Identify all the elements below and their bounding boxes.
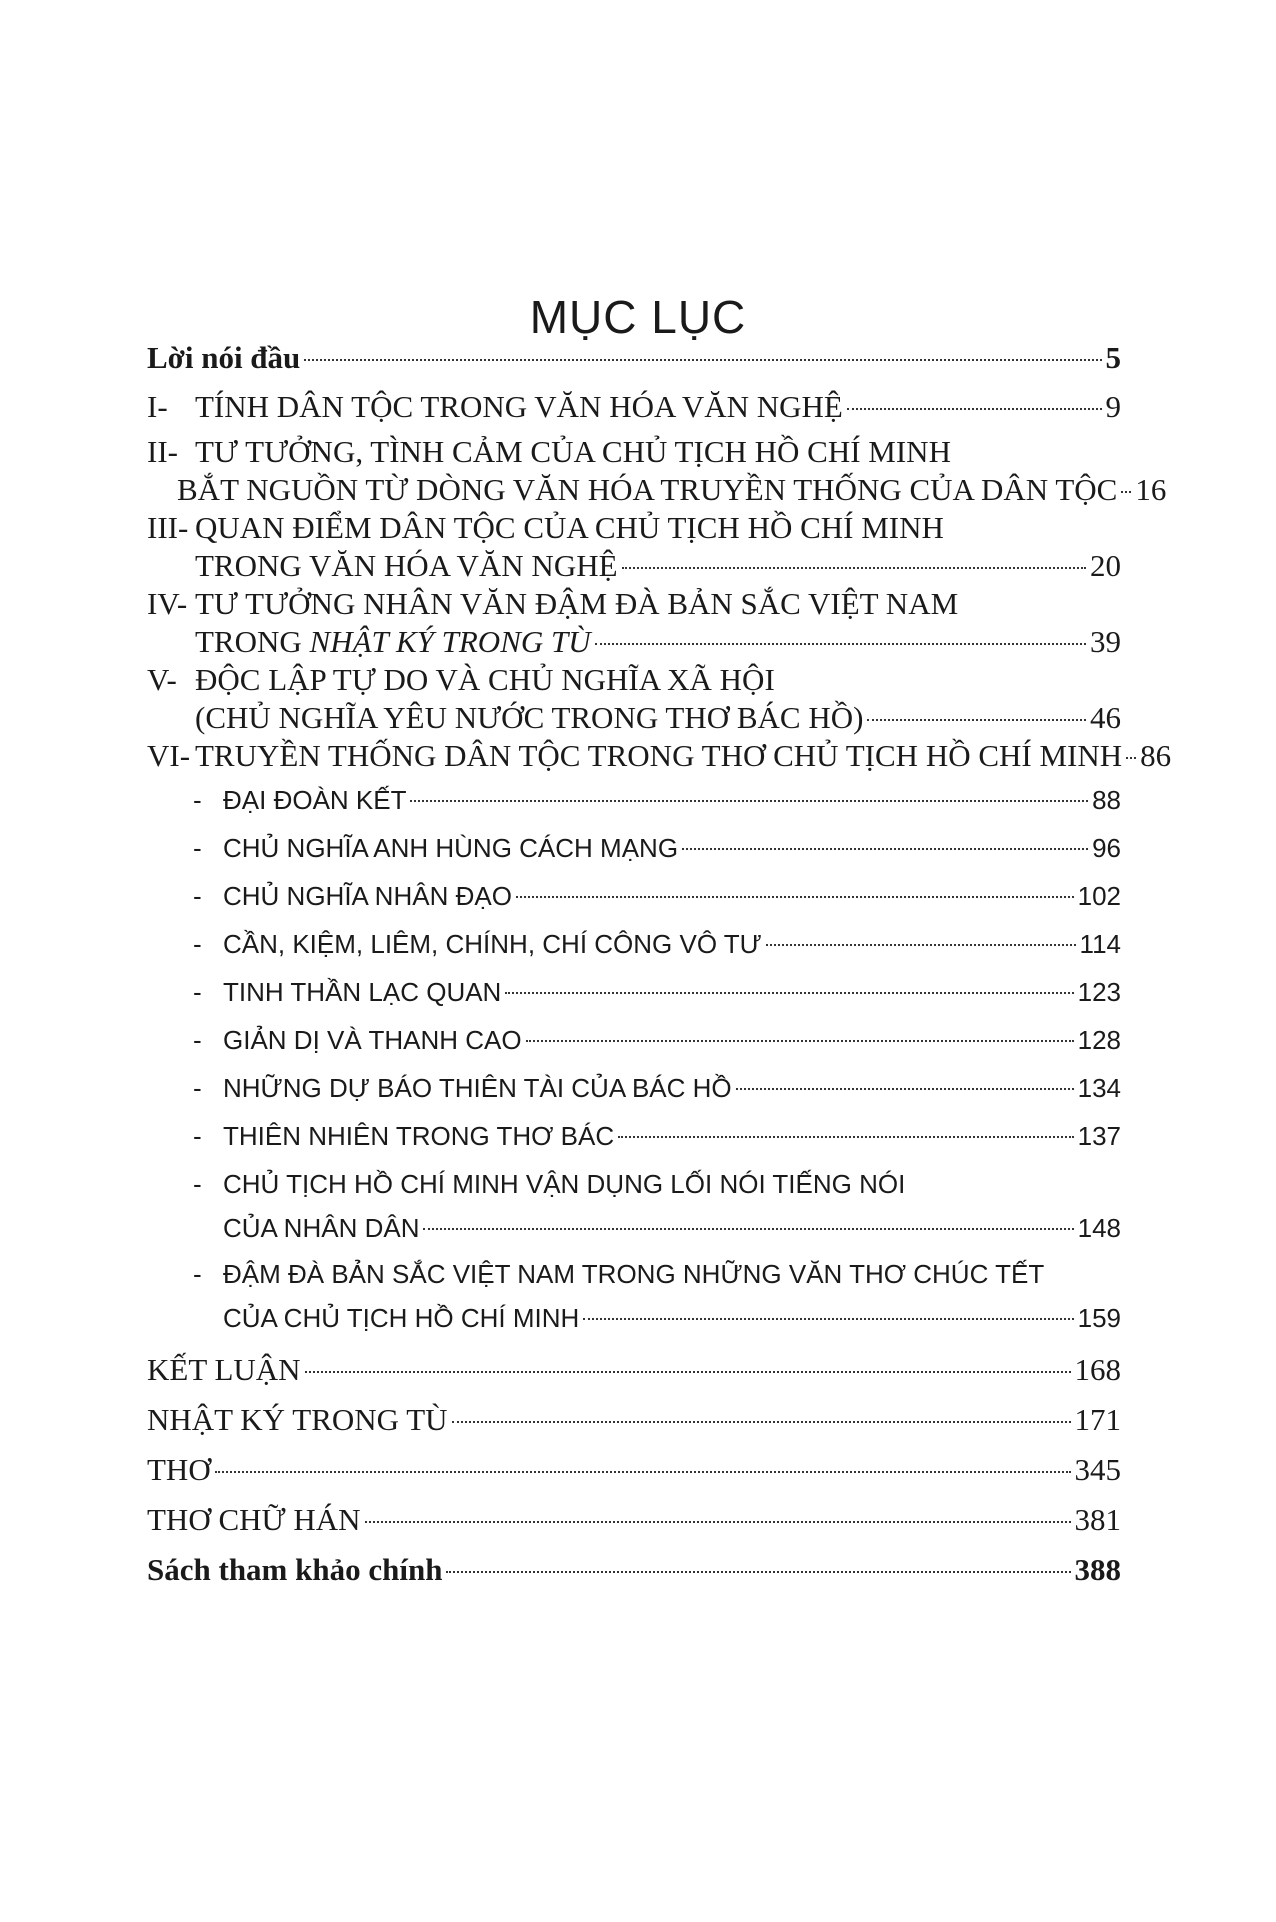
toc-label: THƠ: [147, 1452, 211, 1487]
bullet-dash: -: [193, 1121, 202, 1151]
toc-entry-references[interactable]: [147, 1546, 1121, 1590]
toc-entry-section-1[interactable]: [147, 383, 1121, 427]
dot-leader: [847, 408, 1102, 410]
bullet-dash: -: [193, 833, 202, 863]
toc-page-number: 168: [1074, 1352, 1121, 1387]
toc-subentry[interactable]: [193, 1064, 1121, 1108]
toc-label: TÍNH DÂN TỘC TRONG VĂN HÓA VĂN NGHỆ: [195, 389, 843, 424]
toc-label: THƠ CHỮ HÁN: [147, 1502, 361, 1537]
toc-page-number: 137: [1077, 1121, 1121, 1151]
bullet-dash: -: [193, 881, 202, 911]
toc-entry-preface[interactable]: [147, 334, 1121, 378]
toc-label: TRONG VĂN HÓA VĂN NGHỆ: [195, 548, 618, 583]
toc-label: TRUYỀN THỐNG DÂN TỘC TRONG THƠ CHỦ TỊCH HỒ CHÍ MINH: [195, 738, 1123, 773]
toc-label: Sách tham khảo chính: [147, 1552, 443, 1587]
toc-page-number: 345: [1074, 1452, 1121, 1487]
dot-leader: [452, 1421, 1071, 1423]
toc-page-number: 128: [1077, 1025, 1121, 1055]
bullet-dash: -: [193, 929, 202, 959]
section-number: IV-: [147, 586, 188, 621]
toc-label: ĐỘC LẬP TỰ DO VÀ CHỦ NGHĨA XÃ HỘI: [195, 662, 775, 697]
toc-subentry[interactable]: [193, 920, 1121, 964]
toc-label: (CHỦ NGHĨA YÊU NƯỚC TRONG THƠ BÁC HỒ): [195, 700, 864, 735]
toc-page-number: 171: [1074, 1402, 1121, 1437]
toc-page-number: 9: [1105, 389, 1121, 424]
dot-leader: [526, 1040, 1074, 1042]
toc-page-number: 114: [1079, 929, 1121, 959]
toc-label: THIÊN NHIÊN TRONG THƠ BÁC: [223, 1121, 615, 1151]
toc-subentry[interactable]: [193, 872, 1121, 916]
toc-label: CỦA CHỦ TỊCH HỒ CHÍ MINH: [223, 1303, 580, 1333]
toc-subentry[interactable]: [193, 1016, 1121, 1060]
dot-leader: [1121, 491, 1131, 493]
dot-leader: [682, 848, 1088, 850]
bullet-dash: -: [193, 1073, 202, 1103]
toc-label: TƯ TƯỞNG, TÌNH CẢM CỦA CHỦ TỊCH HỒ CHÍ MINH: [195, 434, 951, 469]
dot-leader: [595, 643, 1086, 645]
toc-entry-diary[interactable]: [147, 1396, 1121, 1440]
toc-page-number: 46: [1090, 700, 1121, 735]
toc-page-number: 388: [1074, 1552, 1121, 1587]
toc-page-number: 16: [1135, 472, 1167, 507]
dot-leader: [736, 1088, 1074, 1090]
dot-leader: [618, 1136, 1073, 1138]
bullet-dash: -: [193, 1025, 202, 1055]
toc-subentry[interactable]: [193, 968, 1121, 1012]
toc-label: NHẬT KÝ TRONG TÙ: [147, 1402, 448, 1437]
dot-leader: [622, 567, 1086, 569]
toc-page-number: 88: [1092, 785, 1121, 815]
toc-subentry-line-1[interactable]: [193, 1160, 1121, 1204]
toc-entry-poetry[interactable]: [147, 1446, 1121, 1490]
dot-leader: [305, 1371, 1071, 1373]
toc-page-number: 96: [1092, 833, 1121, 863]
toc-label: TƯ TƯỞNG NHÂN VĂN ĐẬM ĐÀ BẢN SẮC VIỆT NAM: [195, 586, 959, 621]
toc-subentry[interactable]: [193, 776, 1121, 820]
toc-label: CẦN, KIỆM, LIÊM, CHÍNH, CHÍ CÔNG VÔ TƯ: [223, 929, 762, 959]
dot-leader: [365, 1521, 1071, 1523]
dot-leader: [505, 992, 1073, 994]
toc-label: ĐẬM ĐÀ BẢN SẮC VIỆT NAM TRONG NHỮNG VĂN THƠ CHÚC TẾT: [223, 1259, 1045, 1289]
toc-label: TRONG: [195, 624, 310, 659]
toc-page-number: 381: [1074, 1502, 1121, 1537]
section-number: VI-: [147, 738, 191, 773]
section-number: II-: [147, 434, 178, 469]
dot-leader: [446, 1571, 1070, 1573]
toc-label: KẾT LUẬN: [147, 1352, 301, 1387]
dot-leader: [766, 944, 1076, 946]
toc-page-number: 123: [1077, 977, 1121, 1007]
toc-label: BẮT NGUỒN TỪ DÒNG VĂN HÓA TRUYỀN THỐNG CỦA DÂN TỘC: [177, 472, 1118, 507]
bullet-dash: -: [193, 1169, 202, 1199]
toc-label: ĐẠI ĐOÀN KẾT: [223, 785, 407, 815]
bullet-dash: -: [193, 977, 202, 1007]
dot-leader: [304, 359, 1101, 361]
toc-entry-section-6[interactable]: [147, 732, 1172, 776]
section-number: V-: [147, 662, 177, 697]
dot-leader: [516, 896, 1074, 898]
dot-leader: [1126, 757, 1136, 759]
toc-page-number: 102: [1077, 881, 1121, 911]
toc-entry-conclusion[interactable]: [147, 1346, 1121, 1390]
toc-label: CHỦ NGHĨA ANH HÙNG CÁCH MẠNG: [223, 833, 679, 863]
bullet-dash: -: [193, 1259, 202, 1289]
dot-leader: [410, 800, 1088, 802]
section-number: I-: [147, 389, 168, 424]
toc-label: CỦA NHÂN DÂN: [223, 1213, 420, 1243]
toc-label: QUAN ĐIỂM DÂN TỘC CỦA CHỦ TỊCH HỒ CHÍ MINH: [195, 510, 944, 545]
toc-subentry[interactable]: [193, 824, 1121, 868]
toc-label: CHỦ TỊCH HỒ CHÍ MINH VẬN DỤNG LỐI NÓI TIẾNG NÓI: [223, 1169, 906, 1199]
toc-label: CHỦ NGHĨA NHÂN ĐẠO: [223, 881, 512, 911]
toc-label: GIẢN DỊ VÀ THANH CAO: [223, 1025, 522, 1055]
toc-page-number: 134: [1077, 1073, 1121, 1103]
bullet-dash: -: [193, 785, 202, 815]
dot-leader: [215, 1471, 1071, 1473]
toc-page-number: 20: [1090, 548, 1121, 583]
toc-subentry-line-2[interactable]: [193, 1204, 1121, 1248]
toc-label: Lời nói đầu: [147, 340, 301, 375]
toc-subentry[interactable]: [193, 1112, 1121, 1156]
toc-page-number: 5: [1105, 340, 1121, 375]
book-title: NHẬT KÝ TRONG TÙ: [309, 624, 591, 659]
toc-label: NHỮNG DỰ BÁO THIÊN TÀI CỦA BÁC HỒ: [223, 1073, 732, 1103]
toc-subentry-line-1[interactable]: [193, 1250, 1121, 1294]
section-number: III-: [147, 510, 189, 545]
toc-entry-han-poetry[interactable]: [147, 1496, 1121, 1540]
dot-leader: [867, 719, 1086, 721]
page-title: MỤC LỤC: [529, 291, 747, 343]
toc-page-number: 148: [1077, 1213, 1121, 1243]
toc-page-number: 39: [1090, 624, 1121, 659]
toc-subentry-line-2[interactable]: [193, 1294, 1121, 1338]
toc-page-number: 86: [1140, 738, 1172, 773]
dot-leader: [423, 1228, 1073, 1230]
toc-label: TINH THẦN LẠC QUAN: [223, 977, 502, 1007]
toc-page-number: 159: [1077, 1303, 1121, 1333]
dot-leader: [583, 1318, 1073, 1320]
